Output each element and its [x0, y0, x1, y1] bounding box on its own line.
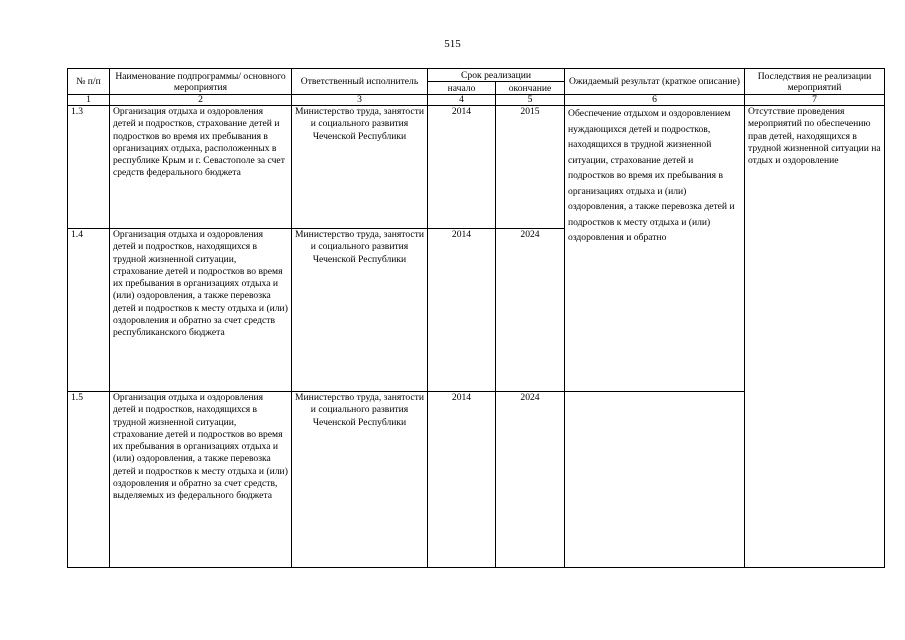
column-number: 1: [68, 95, 110, 106]
start-year: 2014: [428, 106, 496, 229]
non-implementation-consequences: Отсутствие проведения мероприятий по обеспечению прав детей, находящихся в трудной жизненной ситуации на отдых и оздоровление: [745, 106, 885, 568]
row-number: 1.5: [68, 392, 110, 568]
responsible-executor: Министерство труда, занятости и социального развития Чеченской Республики: [292, 229, 428, 392]
header-start: начало: [428, 82, 496, 95]
start-year: 2014: [428, 229, 496, 392]
table-row: [68, 106, 885, 229]
start-year: 2014: [428, 392, 496, 568]
activity-name: Организация отдыха и оздоровления детей и подростков, находящихся в трудной жизненной ситуации, страхование детей и подростков во время их пребывания в организациях отдыха и (или) оздоровления, а также перевозка детей и подростков к месту отдыха и (или) оздоровления и обратно за счет средств, выделяемых из федерального бюджета: [110, 392, 292, 568]
header-consequences: Последствия не реализации мероприятий: [745, 69, 885, 95]
header-period: Срок реализации: [428, 69, 565, 82]
expected-result-empty: [565, 392, 745, 568]
column-number: 2: [110, 95, 292, 106]
column-number: 7: [745, 95, 885, 106]
column-numbers-row: [68, 95, 885, 106]
header-row: [68, 69, 885, 82]
column-number: 3: [292, 95, 428, 106]
page-number: 515: [444, 38, 461, 50]
responsible-executor: Министерство труда, занятости и социального развития Чеченской Республики: [292, 392, 428, 568]
column-number: 6: [565, 95, 745, 106]
expected-result: Обеспечение отдыхом и оздоровлением нуждающихся детей и подростков, находящихся в трудной жизненной ситуации, страхование детей и подростков во время их пребывания в организациях отдыха и (или) оздоровления, а также перевозка детей и подростков к месту отдыха и (или) оздоровления и обратно: [565, 106, 745, 392]
header-end: окончание: [496, 82, 565, 95]
responsible-executor: Министерство труда, занятости и социального развития Чеченской Республики: [292, 106, 428, 229]
column-number: 4: [428, 95, 496, 106]
activity-name: Организация отдыха и оздоровления детей и подростков, находящихся в трудной жизненной ситуации, страхование детей и подростков во время их пребывания в организациях отдыха и (или) оздоровления, а также перевозка детей и подростков к месту отдыха и (или) оздоровления и обратно за счет средств республиканского бюджета: [110, 229, 292, 392]
header-name: Наименование подпрограммы/ основного мероприятия: [110, 69, 292, 95]
header-num: № п/п: [68, 69, 110, 95]
program-activities-table: [67, 68, 885, 568]
end-year: 2024: [496, 229, 565, 392]
header-result: Ожидаемый результат (краткое описание): [565, 69, 745, 95]
end-year: 2015: [496, 106, 565, 229]
row-number: 1.4: [68, 229, 110, 392]
row-number: 1.3: [68, 106, 110, 229]
header-executor: Ответственный исполнитель: [292, 69, 428, 95]
activity-name: Организация отдыха и оздоровления детей и подростков, страхование детей и подростков во время их пребывания в организациях отдыха, расположенных в республике Крым и г. Севастополе за счет средств федерального бюджета: [110, 106, 292, 229]
column-number: 5: [496, 95, 565, 106]
end-year: 2024: [496, 392, 565, 568]
